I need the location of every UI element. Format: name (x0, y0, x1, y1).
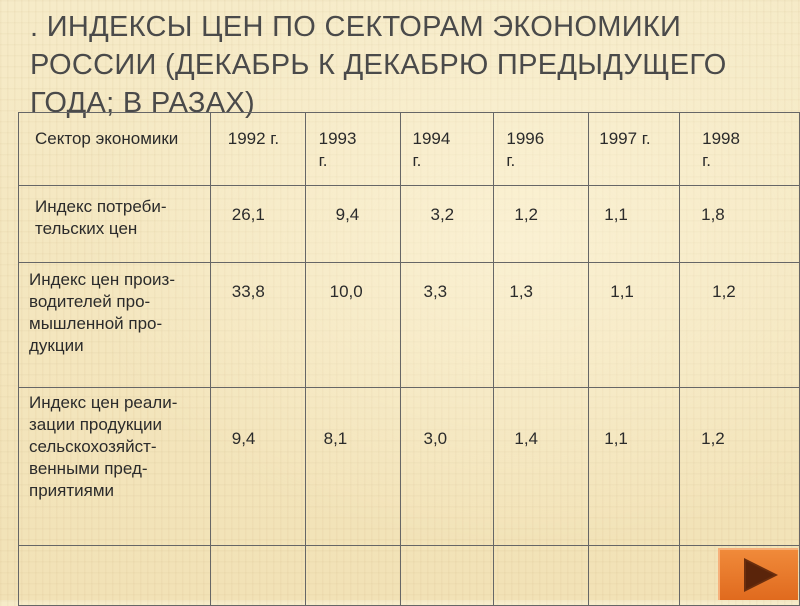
cell-value: 1,2 (701, 429, 725, 448)
row-label-cell (19, 263, 211, 388)
header-year-1993: 1993 г. (318, 129, 357, 170)
table-cell (210, 186, 305, 263)
cell-value: 1,2 (514, 205, 539, 224)
table-cell (680, 388, 800, 546)
row-label-cell (19, 388, 211, 546)
cell-value: 26,1 (231, 205, 265, 224)
cell-value: 3,2 (430, 205, 455, 224)
header-cell-year (589, 113, 680, 186)
table-cell (400, 263, 494, 388)
header-sector-label: Сектор экономики (35, 129, 179, 148)
table-cell (305, 388, 400, 546)
play-arrow-icon (720, 550, 798, 600)
price-index-table (18, 112, 800, 606)
cell-value: 1,1 (610, 282, 634, 301)
header-year-1998: 1998 г. (702, 129, 740, 170)
table-cell (210, 388, 305, 546)
cell-value: 1,2 (712, 282, 736, 301)
header-cell-year (494, 113, 589, 186)
header-year-1997: 1997 г. (599, 129, 651, 148)
table-cell (210, 546, 305, 606)
cell-value: 1,1 (604, 429, 628, 448)
table-row (19, 186, 800, 263)
cell-value: 8,1 (323, 429, 348, 448)
table-cell (494, 186, 589, 263)
table-cell (494, 263, 589, 388)
table-cell (400, 546, 494, 606)
table-cell (400, 186, 494, 263)
table-row (19, 263, 800, 388)
row-label: Индекс цен реали-зации продукции сельскохозяйст-венными пред-приятиями (29, 393, 178, 500)
table-cell (494, 546, 589, 606)
header-year-1994: 1994 г. (412, 129, 451, 170)
cell-value: 1,8 (701, 205, 725, 224)
table-cell (589, 388, 680, 546)
table-cell (589, 263, 680, 388)
header-year-1992: 1992 г. (227, 129, 280, 148)
header-cell-year (210, 113, 305, 186)
cell-value: 10,0 (329, 282, 363, 301)
row-label: Индекс потреби-тельских цен (35, 197, 167, 238)
table-cell (305, 263, 400, 388)
next-slide-button[interactable] (718, 548, 798, 600)
table-cell (680, 263, 800, 388)
cell-value: 9,4 (231, 429, 256, 448)
table-cell (589, 186, 680, 263)
header-cell-year (305, 113, 400, 186)
row-label: Индекс цен произ-водителей про-мышленной про-дукции (29, 270, 176, 355)
cell-value: 3,3 (423, 282, 448, 301)
table-row-empty (19, 546, 800, 606)
header-cell-year (400, 113, 494, 186)
cell-value: 1,3 (509, 282, 534, 301)
slide-title: . ИНДЕКСЫ ЦЕН ПО СЕКТОРАМ ЭКОНОМИКИ РОССИИ (ДЕКАБРЬ К ДЕКАБРЮ ПРЕДЫДУЩЕГО ГОДА; В РАЗАХ) (30, 11, 727, 119)
table-cell (589, 546, 680, 606)
header-row (19, 113, 800, 186)
header-cell-year (680, 113, 800, 186)
header-cell-sector (19, 113, 211, 186)
header-year-1996: 1996 г. (506, 129, 545, 170)
cell-value: 33,8 (231, 282, 265, 301)
table-cell (680, 186, 800, 263)
row-label-cell (19, 186, 211, 263)
table-cell (494, 388, 589, 546)
table-cell (400, 388, 494, 546)
cell-value: 1,4 (514, 429, 539, 448)
table-cell (19, 546, 211, 606)
cell-value: 1,1 (604, 205, 628, 224)
cell-value: 3,0 (423, 429, 448, 448)
table-row (19, 388, 800, 546)
table-cell (210, 263, 305, 388)
table-cell (305, 546, 400, 606)
table-cell (305, 186, 400, 263)
cell-value: 9,4 (335, 205, 360, 224)
